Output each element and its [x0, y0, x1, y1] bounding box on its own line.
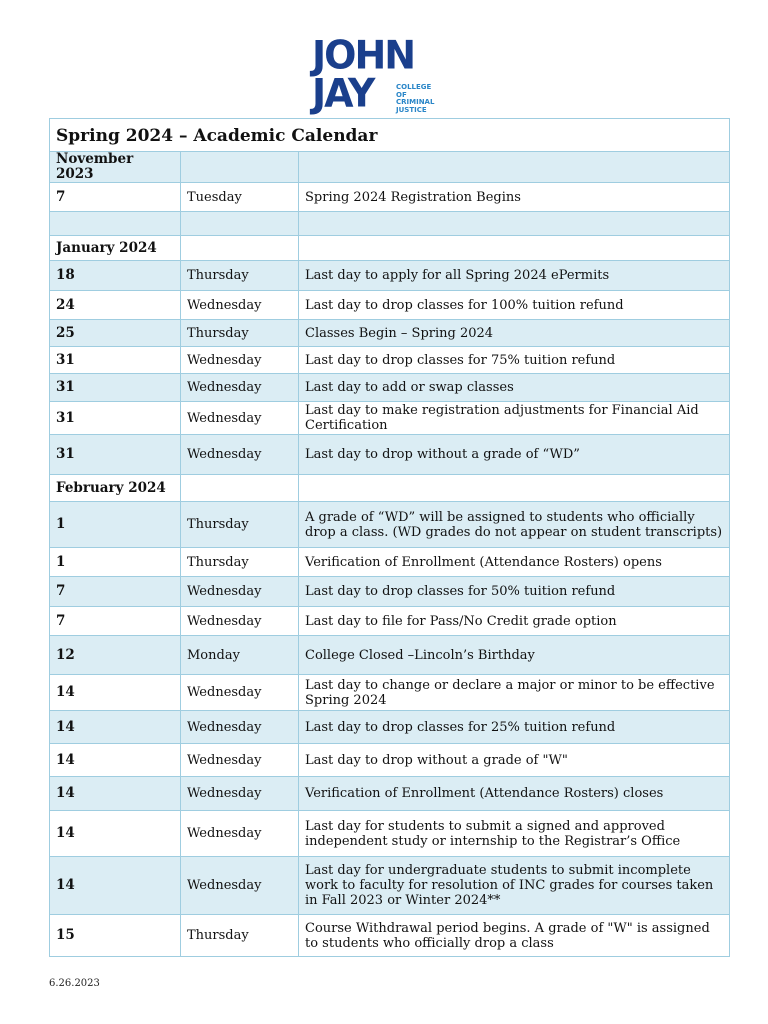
- date-cell: 14: [50, 811, 181, 857]
- month-row-november: [50, 152, 730, 183]
- weekday-cell: Monday: [181, 636, 299, 675]
- version-date: 6.26.2023: [49, 978, 100, 989]
- date-cell: 14: [50, 744, 181, 777]
- weekday-cell: Wednesday: [181, 374, 299, 402]
- weekday-cell: Thursday: [181, 548, 299, 577]
- date-cell: 14: [50, 711, 181, 744]
- date-cell: 7: [50, 183, 181, 212]
- event-cell: Last day to drop without a grade of “WD”: [299, 435, 730, 475]
- table-row: [50, 744, 730, 777]
- table-row: [50, 548, 730, 577]
- event-cell: Last day to make registration adjustments for Financial Aid Certification: [299, 402, 730, 435]
- date-cell: 24: [50, 291, 181, 320]
- table-row: [50, 675, 730, 711]
- table-row: [50, 320, 730, 347]
- event-cell: Last day to file for Pass/No Credit grade option: [299, 607, 730, 636]
- date-cell: 31: [50, 435, 181, 475]
- event-cell: Classes Begin – Spring 2024: [299, 320, 730, 347]
- event-cell: Last day to drop classes for 75% tuition refund: [299, 347, 730, 374]
- logo-sub-of: OF: [396, 90, 407, 99]
- weekday-cell: Wednesday: [181, 291, 299, 320]
- table-row: [50, 291, 730, 320]
- event-cell: Last day to drop classes for 25% tuition refund: [299, 711, 730, 744]
- weekday-cell: Thursday: [181, 261, 299, 291]
- logo-sub-justice: JUSTICE: [396, 105, 427, 114]
- weekday-cell: Wednesday: [181, 711, 299, 744]
- table-row: [50, 402, 730, 435]
- table-row: [50, 347, 730, 374]
- month-row-february: [50, 475, 730, 502]
- table-row: [50, 261, 730, 291]
- date-cell: 1: [50, 502, 181, 548]
- event-cell: Last day to change or declare a major or minor to be effective Spring 2024: [299, 675, 730, 711]
- event-cell: Spring 2024 Registration Begins: [299, 183, 730, 212]
- weekday-cell: Wednesday: [181, 347, 299, 374]
- john-jay-logo: [310, 32, 450, 116]
- table-row: [50, 183, 730, 212]
- weekday-cell: Wednesday: [181, 435, 299, 475]
- spacer-row: [50, 212, 730, 236]
- event-cell: Last day for undergraduate students to submit incomplete work to faculty for resolution of INC grades for courses taken in Fall 2023 or Winter 2024**: [299, 857, 730, 915]
- weekday-cell: Wednesday: [181, 777, 299, 811]
- weekday-cell: Wednesday: [181, 607, 299, 636]
- table-row: [50, 435, 730, 475]
- table-row: [50, 711, 730, 744]
- date-cell: 12: [50, 636, 181, 675]
- weekday-cell: Thursday: [181, 502, 299, 548]
- event-cell: Last day to add or swap classes: [299, 374, 730, 402]
- weekday-cell: Wednesday: [181, 675, 299, 711]
- event-cell: Course Withdrawal period begins. A grade of "W" is assigned to students who officially drop a class: [299, 915, 730, 957]
- table-row: [50, 636, 730, 675]
- logo-line-john: JOHN: [312, 32, 415, 78]
- weekday-cell: Wednesday: [181, 811, 299, 857]
- date-cell: 1: [50, 548, 181, 577]
- table-row: [50, 502, 730, 548]
- event-cell: Verification of Enrollment (Attendance Rosters) opens: [299, 548, 730, 577]
- weekday-cell: Thursday: [181, 320, 299, 347]
- date-cell: 14: [50, 857, 181, 915]
- table-row: [50, 577, 730, 607]
- calendar-title: Spring 2024 – Academic Calendar: [50, 119, 730, 152]
- table-row: [50, 607, 730, 636]
- event-cell: Last day to apply for all Spring 2024 ePermits: [299, 261, 730, 291]
- date-cell: 31: [50, 347, 181, 374]
- event-cell: College Closed –Lincoln’s Birthday: [299, 636, 730, 675]
- weekday-cell: Tuesday: [181, 183, 299, 212]
- month-heading: November 2023: [50, 152, 181, 183]
- date-cell: 31: [50, 374, 181, 402]
- date-cell: 14: [50, 675, 181, 711]
- academic-calendar: [49, 118, 729, 957]
- event-cell: Verification of Enrollment (Attendance Rosters) closes: [299, 777, 730, 811]
- calendar-table: [49, 118, 730, 957]
- date-cell: 15: [50, 915, 181, 957]
- event-cell: Last day to drop classes for 100% tuition refund: [299, 291, 730, 320]
- month-row-january: [50, 236, 730, 261]
- month-heading: February 2024: [50, 475, 181, 502]
- table-row: [50, 777, 730, 811]
- table-row: [50, 374, 730, 402]
- title-row: [50, 119, 730, 152]
- date-cell: 31: [50, 402, 181, 435]
- date-cell: 25: [50, 320, 181, 347]
- event-cell: Last day to drop without a grade of "W": [299, 744, 730, 777]
- logo-subtitle: [396, 84, 434, 114]
- month-heading: January 2024: [50, 236, 181, 261]
- table-row: [50, 915, 730, 957]
- event-cell: Last day for students to submit a signed and approved independent study or internship to the Registrar’s Office: [299, 811, 730, 857]
- weekday-cell: Thursday: [181, 915, 299, 957]
- event-cell: A grade of “WD” will be assigned to students who officially drop a class. (WD grades do not appear on student transcripts): [299, 502, 730, 548]
- weekday-cell: Wednesday: [181, 402, 299, 435]
- weekday-cell: Wednesday: [181, 857, 299, 915]
- date-cell: 7: [50, 577, 181, 607]
- logo-sub-criminal: CRIMINAL: [396, 98, 435, 106]
- event-cell: Last day to drop classes for 50% tuition refund: [299, 577, 730, 607]
- weekday-cell: Wednesday: [181, 744, 299, 777]
- table-row: [50, 857, 730, 915]
- logo-line-jay: JAY: [312, 70, 374, 116]
- table-row: [50, 811, 730, 857]
- date-cell: 14: [50, 777, 181, 811]
- date-cell: 7: [50, 607, 181, 636]
- logo-sub-college: COLLEGE: [396, 83, 432, 91]
- weekday-cell: Wednesday: [181, 577, 299, 607]
- date-cell: 18: [50, 261, 181, 291]
